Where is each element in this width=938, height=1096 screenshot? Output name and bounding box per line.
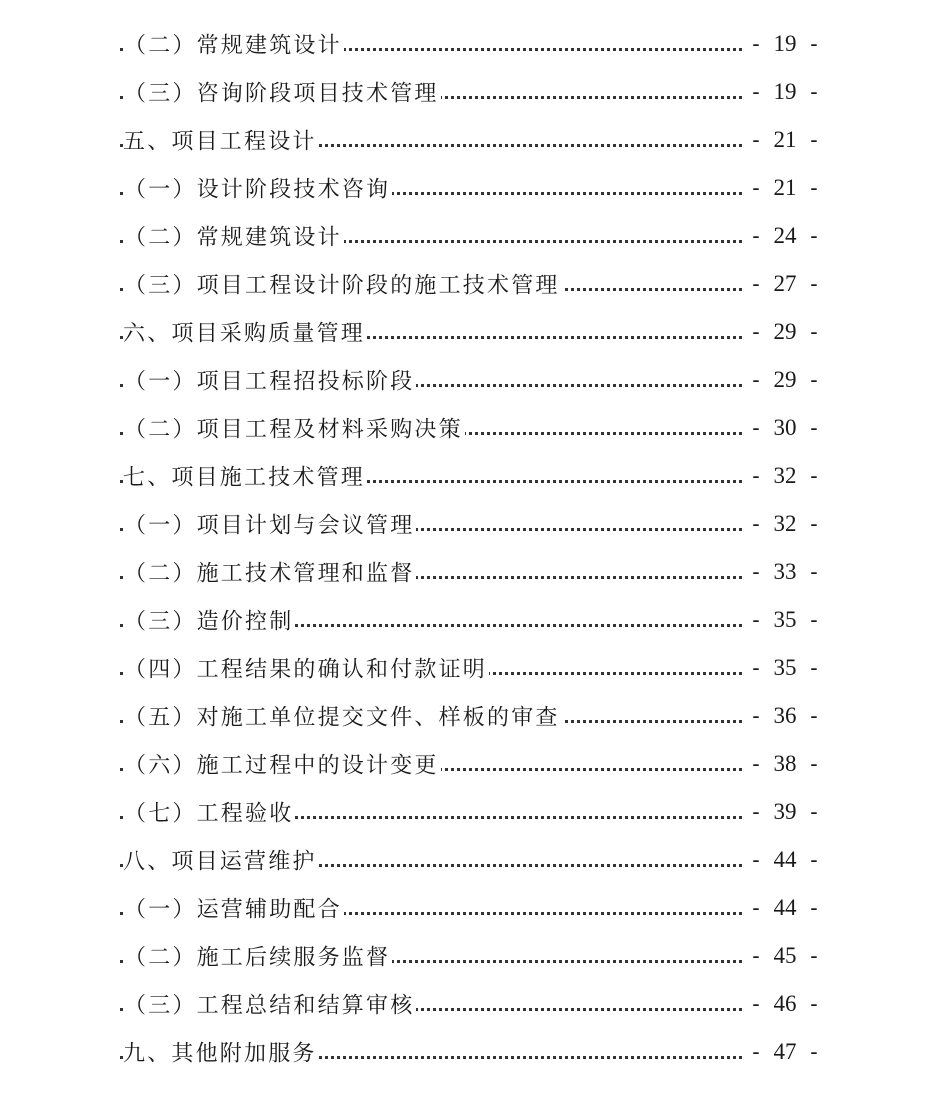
toc-page-value: 24 bbox=[773, 223, 797, 248]
toc-entry-title: 六、项目采购质量管理 bbox=[123, 317, 367, 348]
toc-entry[interactable] bbox=[0, 692, 938, 740]
toc-entry-title: （一）设计阶段技术咨询 bbox=[124, 173, 392, 204]
toc-page-number: - 46 - bbox=[744, 991, 820, 1017]
toc-entry-title: （二）施工技术管理和监督 bbox=[124, 557, 416, 588]
toc-entry-title: （三）咨询阶段项目技术管理 bbox=[124, 77, 441, 108]
toc-entry[interactable] bbox=[0, 308, 938, 356]
toc-entry[interactable] bbox=[0, 212, 938, 260]
toc-page-value: 19 bbox=[773, 31, 797, 56]
toc-page-value: 44 bbox=[773, 847, 797, 872]
toc-page-value: 47 bbox=[773, 1039, 797, 1064]
toc-page-value: 27 bbox=[773, 271, 797, 296]
toc-entry[interactable] bbox=[0, 836, 938, 884]
toc-entry[interactable] bbox=[0, 884, 938, 932]
toc-entry[interactable] bbox=[0, 68, 938, 116]
toc-entry[interactable] bbox=[0, 548, 938, 596]
toc-page-number: - 35 - bbox=[744, 607, 820, 633]
toc-page-value: 44 bbox=[773, 895, 797, 920]
toc-page-number: - 29 - bbox=[744, 319, 820, 345]
toc-page-value: 32 bbox=[773, 511, 797, 536]
toc-page-value: 39 bbox=[773, 799, 797, 824]
toc-page-value: 35 bbox=[773, 607, 797, 632]
toc-page-value: 29 bbox=[773, 319, 797, 344]
toc-entry-title: （六）施工过程中的设计变更 bbox=[124, 749, 441, 780]
toc-entry-title: （二）常规建筑设计 bbox=[124, 221, 344, 252]
toc-page-number: - 39 - bbox=[744, 799, 820, 825]
toc-entry-title: （一）项目计划与会议管理 bbox=[124, 509, 416, 540]
toc-entry[interactable] bbox=[0, 260, 938, 308]
toc-entry-title: （五）对施工单位提交文件、样板的审查 bbox=[124, 701, 562, 732]
toc-entry-title: （二）施工后续服务监督 bbox=[124, 941, 392, 972]
toc-page-number: - 21 - bbox=[744, 127, 820, 153]
toc-entry[interactable] bbox=[0, 452, 938, 500]
toc-page-number: - 44 - bbox=[744, 847, 820, 873]
toc-page-value: 46 bbox=[773, 991, 797, 1016]
toc-page-number: - 32 - bbox=[744, 463, 820, 489]
toc-page-number: - 44 - bbox=[744, 895, 820, 921]
toc-page-number: - 19 - bbox=[744, 31, 820, 57]
toc-entry[interactable] bbox=[0, 788, 938, 836]
toc-page-number: - 21 - bbox=[744, 175, 820, 201]
toc-entry[interactable] bbox=[0, 932, 938, 980]
toc-page-number: - 33 - bbox=[744, 559, 820, 585]
toc-page-number: - 19 - bbox=[744, 79, 820, 105]
toc-page-number: - 35 - bbox=[744, 655, 820, 681]
toc-page-number: - 30 - bbox=[744, 415, 820, 441]
toc-page-number: - 38 - bbox=[744, 751, 820, 777]
toc-entry-title: （一）项目工程招投标阶段 bbox=[124, 365, 416, 396]
toc-page-number: - 24 - bbox=[744, 223, 820, 249]
toc-entry[interactable] bbox=[0, 164, 938, 212]
toc-page-value: 30 bbox=[773, 415, 797, 440]
toc-page-value: 38 bbox=[773, 751, 797, 776]
toc-entry-title: （二）常规建筑设计 bbox=[124, 29, 344, 60]
toc-entry-title: （二）项目工程及材料采购决策 bbox=[124, 413, 465, 444]
toc-entry-title: （三）项目工程设计阶段的施工技术管理 bbox=[124, 269, 562, 300]
toc-page-number: - 45 - bbox=[744, 943, 820, 969]
toc-entry-title: （三）造价控制 bbox=[124, 605, 295, 636]
toc-page-value: 19 bbox=[773, 79, 797, 104]
toc-entry[interactable] bbox=[0, 644, 938, 692]
toc-entry-title: 五、项目工程设计 bbox=[123, 125, 319, 156]
table-of-contents bbox=[0, 20, 938, 1076]
toc-page-number: - 29 - bbox=[744, 367, 820, 393]
toc-page-value: 32 bbox=[773, 463, 797, 488]
toc-entry-title: （三）工程总结和结算审核 bbox=[124, 989, 416, 1020]
toc-entry-title: （七）工程验收 bbox=[124, 797, 295, 828]
toc-page-value: 21 bbox=[773, 127, 797, 152]
toc-entry[interactable] bbox=[0, 20, 938, 68]
toc-page-number: - 36 - bbox=[744, 703, 820, 729]
toc-entry-title: 九、其他附加服务 bbox=[123, 1037, 319, 1068]
toc-entry[interactable] bbox=[0, 1028, 938, 1076]
toc-page-value: 35 bbox=[773, 655, 797, 680]
toc-page-value: 21 bbox=[773, 175, 797, 200]
toc-entry-title: （四）工程结果的确认和付款证明 bbox=[124, 653, 489, 684]
toc-page-number: - 32 - bbox=[744, 511, 820, 537]
toc-entry[interactable] bbox=[0, 740, 938, 788]
toc-entry-title: 七、项目施工技术管理 bbox=[123, 461, 367, 492]
toc-entry-title: （一）运营辅助配合 bbox=[124, 893, 344, 924]
toc-entry[interactable] bbox=[0, 116, 938, 164]
toc-page-value: 33 bbox=[773, 559, 797, 584]
toc-page-value: 45 bbox=[773, 943, 797, 968]
toc-page-number: - 47 - bbox=[744, 1039, 820, 1065]
toc-entry[interactable] bbox=[0, 500, 938, 548]
toc-entry[interactable] bbox=[0, 980, 938, 1028]
toc-page-number: - 27 - bbox=[744, 271, 820, 297]
toc-entry-title: 八、项目运营维护 bbox=[123, 845, 319, 876]
toc-entry[interactable] bbox=[0, 404, 938, 452]
toc-entry[interactable] bbox=[0, 356, 938, 404]
toc-entry[interactable] bbox=[0, 596, 938, 644]
toc-page-value: 29 bbox=[773, 367, 797, 392]
toc-page-value: 36 bbox=[773, 703, 797, 728]
